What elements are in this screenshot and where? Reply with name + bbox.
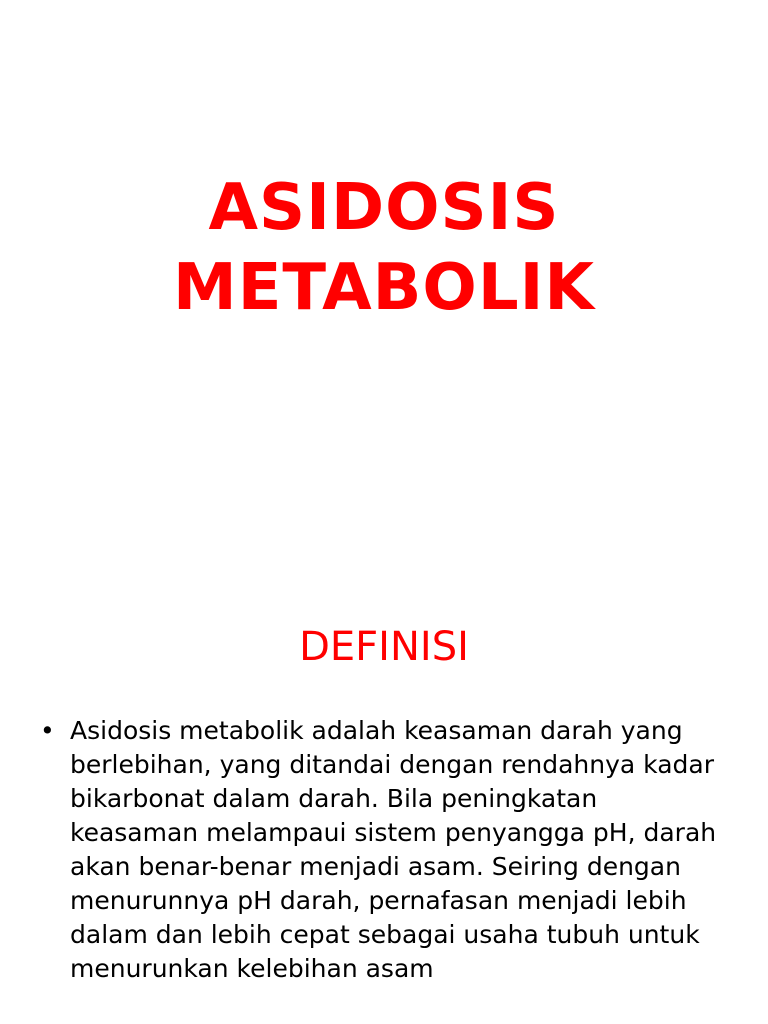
slide-title-line-2: METABOLIK [173,251,595,325]
bullet-text: Asidosis metabolik adalah keasaman darah yang berlebihan, yang ditandai dengan rendahnya kadar bikarbonat dalam darah. Bila peningkatan keasaman melampaui sistem penyangga pH, darah akan benar-benar menjadi asam. Seiring dengan menurunnya pH darah, pernafasan menjadi lebih dalam dan lebih cepat sebagai usaha tubuh untuk menurunkan kelebihan asam [70,716,717,983]
slide-title [0,168,768,328]
bullet-marker: • [40,716,55,745]
bullet-list [38,714,728,986]
section-heading: DEFINISI [299,624,469,670]
list-item [38,714,728,986]
slide-title-line-1: ASIDOSIS [208,171,560,245]
